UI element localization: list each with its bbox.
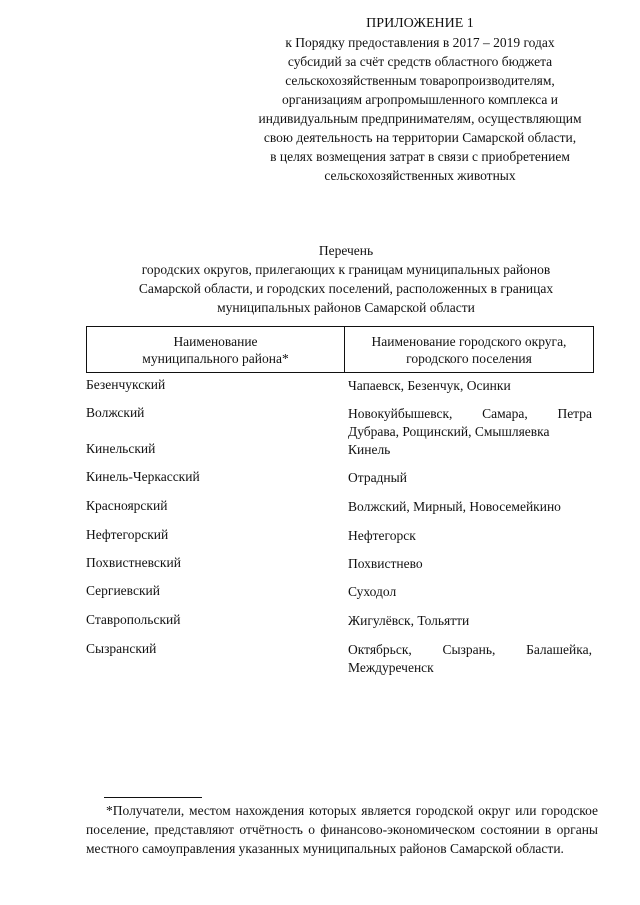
appendix-line: индивидуальным предпринимателям, осуществляющим (258, 111, 582, 126)
district-name: Похвистневский (86, 555, 181, 570)
appendix-line: к Порядку предоставления в 2017 – 2019 годах (285, 35, 555, 50)
settlement-names: Жигулёвск, Тольятти (348, 613, 470, 628)
district-name: Кинельский (86, 441, 156, 456)
appendix-block (230, 14, 610, 185)
settlement-names: Нефтегорск (348, 528, 416, 543)
appendix-heading: ПРИЛОЖЕНИЕ 1 (366, 16, 474, 31)
settlement-names: Октябрьск, Сызрань, Балашейка, Междуреченск (348, 642, 592, 675)
district-name: Красноярский (86, 498, 168, 513)
header-settlement-line: Наименование городского округа, (371, 333, 567, 349)
district-name: Сызранский (86, 641, 157, 656)
list-title-line: городских округов, прилегающих к границам муниципальных районов (141, 262, 551, 277)
list-title (40, 241, 640, 317)
districts-table (86, 326, 594, 675)
settlement-names: Похвистнево (348, 556, 423, 571)
settlement-names: Кинель (348, 442, 391, 457)
list-title-line: Самарской области, и городских поселений, расположенных в границах (138, 281, 554, 296)
settlement-names: Суходол (348, 584, 397, 599)
settlement-names: Отрадный (348, 470, 407, 485)
appendix-line: организациям агропромышленного комплекса и (282, 92, 558, 107)
header-district-line: Наименование (173, 333, 258, 349)
settlement-names: Чапаевск, Безенчук, Осинки (348, 378, 511, 393)
header-district-line: муниципального района* (142, 350, 289, 366)
district-name: Безенчукский (86, 377, 166, 392)
appendix-line: сельскохозяйственным товаропроизводителям, (285, 73, 555, 88)
settlement-names: Новокуйбышевск, Самара, Петра Дубрава, Рощинский, Смышляевка (348, 406, 592, 439)
district-name: Кинель-Черкасский (86, 469, 200, 484)
header-district (87, 327, 345, 372)
appendix-line: сельскохозяйственных животных (324, 168, 516, 183)
district-name: Волжский (86, 405, 145, 420)
district-name: Нефтегорский (86, 527, 169, 542)
table-header (86, 326, 594, 373)
appendix-line: свою деятельность на территории Самарской области, (263, 130, 577, 145)
appendix-line: в целях возмещения затрат в связи с приобретением (270, 149, 570, 164)
settlement-names: Волжский, Мирный, Новосемейкино (348, 499, 561, 514)
footnote-divider (104, 797, 202, 798)
header-settlement-line: городского поселения (406, 350, 532, 366)
list-title-line: Перечень (318, 243, 374, 258)
list-title-line: муниципальных районов Самарской области (217, 300, 475, 315)
footnote-text: *Получатели, местом нахождения которых является городской округ или городское поселение, представляют отчётность о финансово-экономическом состоянии в органы местного самоуправления указанных муниципальных районов Самарской области. (86, 803, 598, 856)
header-settlement (345, 327, 593, 372)
appendix-line: субсидий за счёт средств областного бюджета (287, 54, 553, 69)
district-name: Ставропольский (86, 612, 181, 627)
district-name: Сергиевский (86, 583, 160, 598)
